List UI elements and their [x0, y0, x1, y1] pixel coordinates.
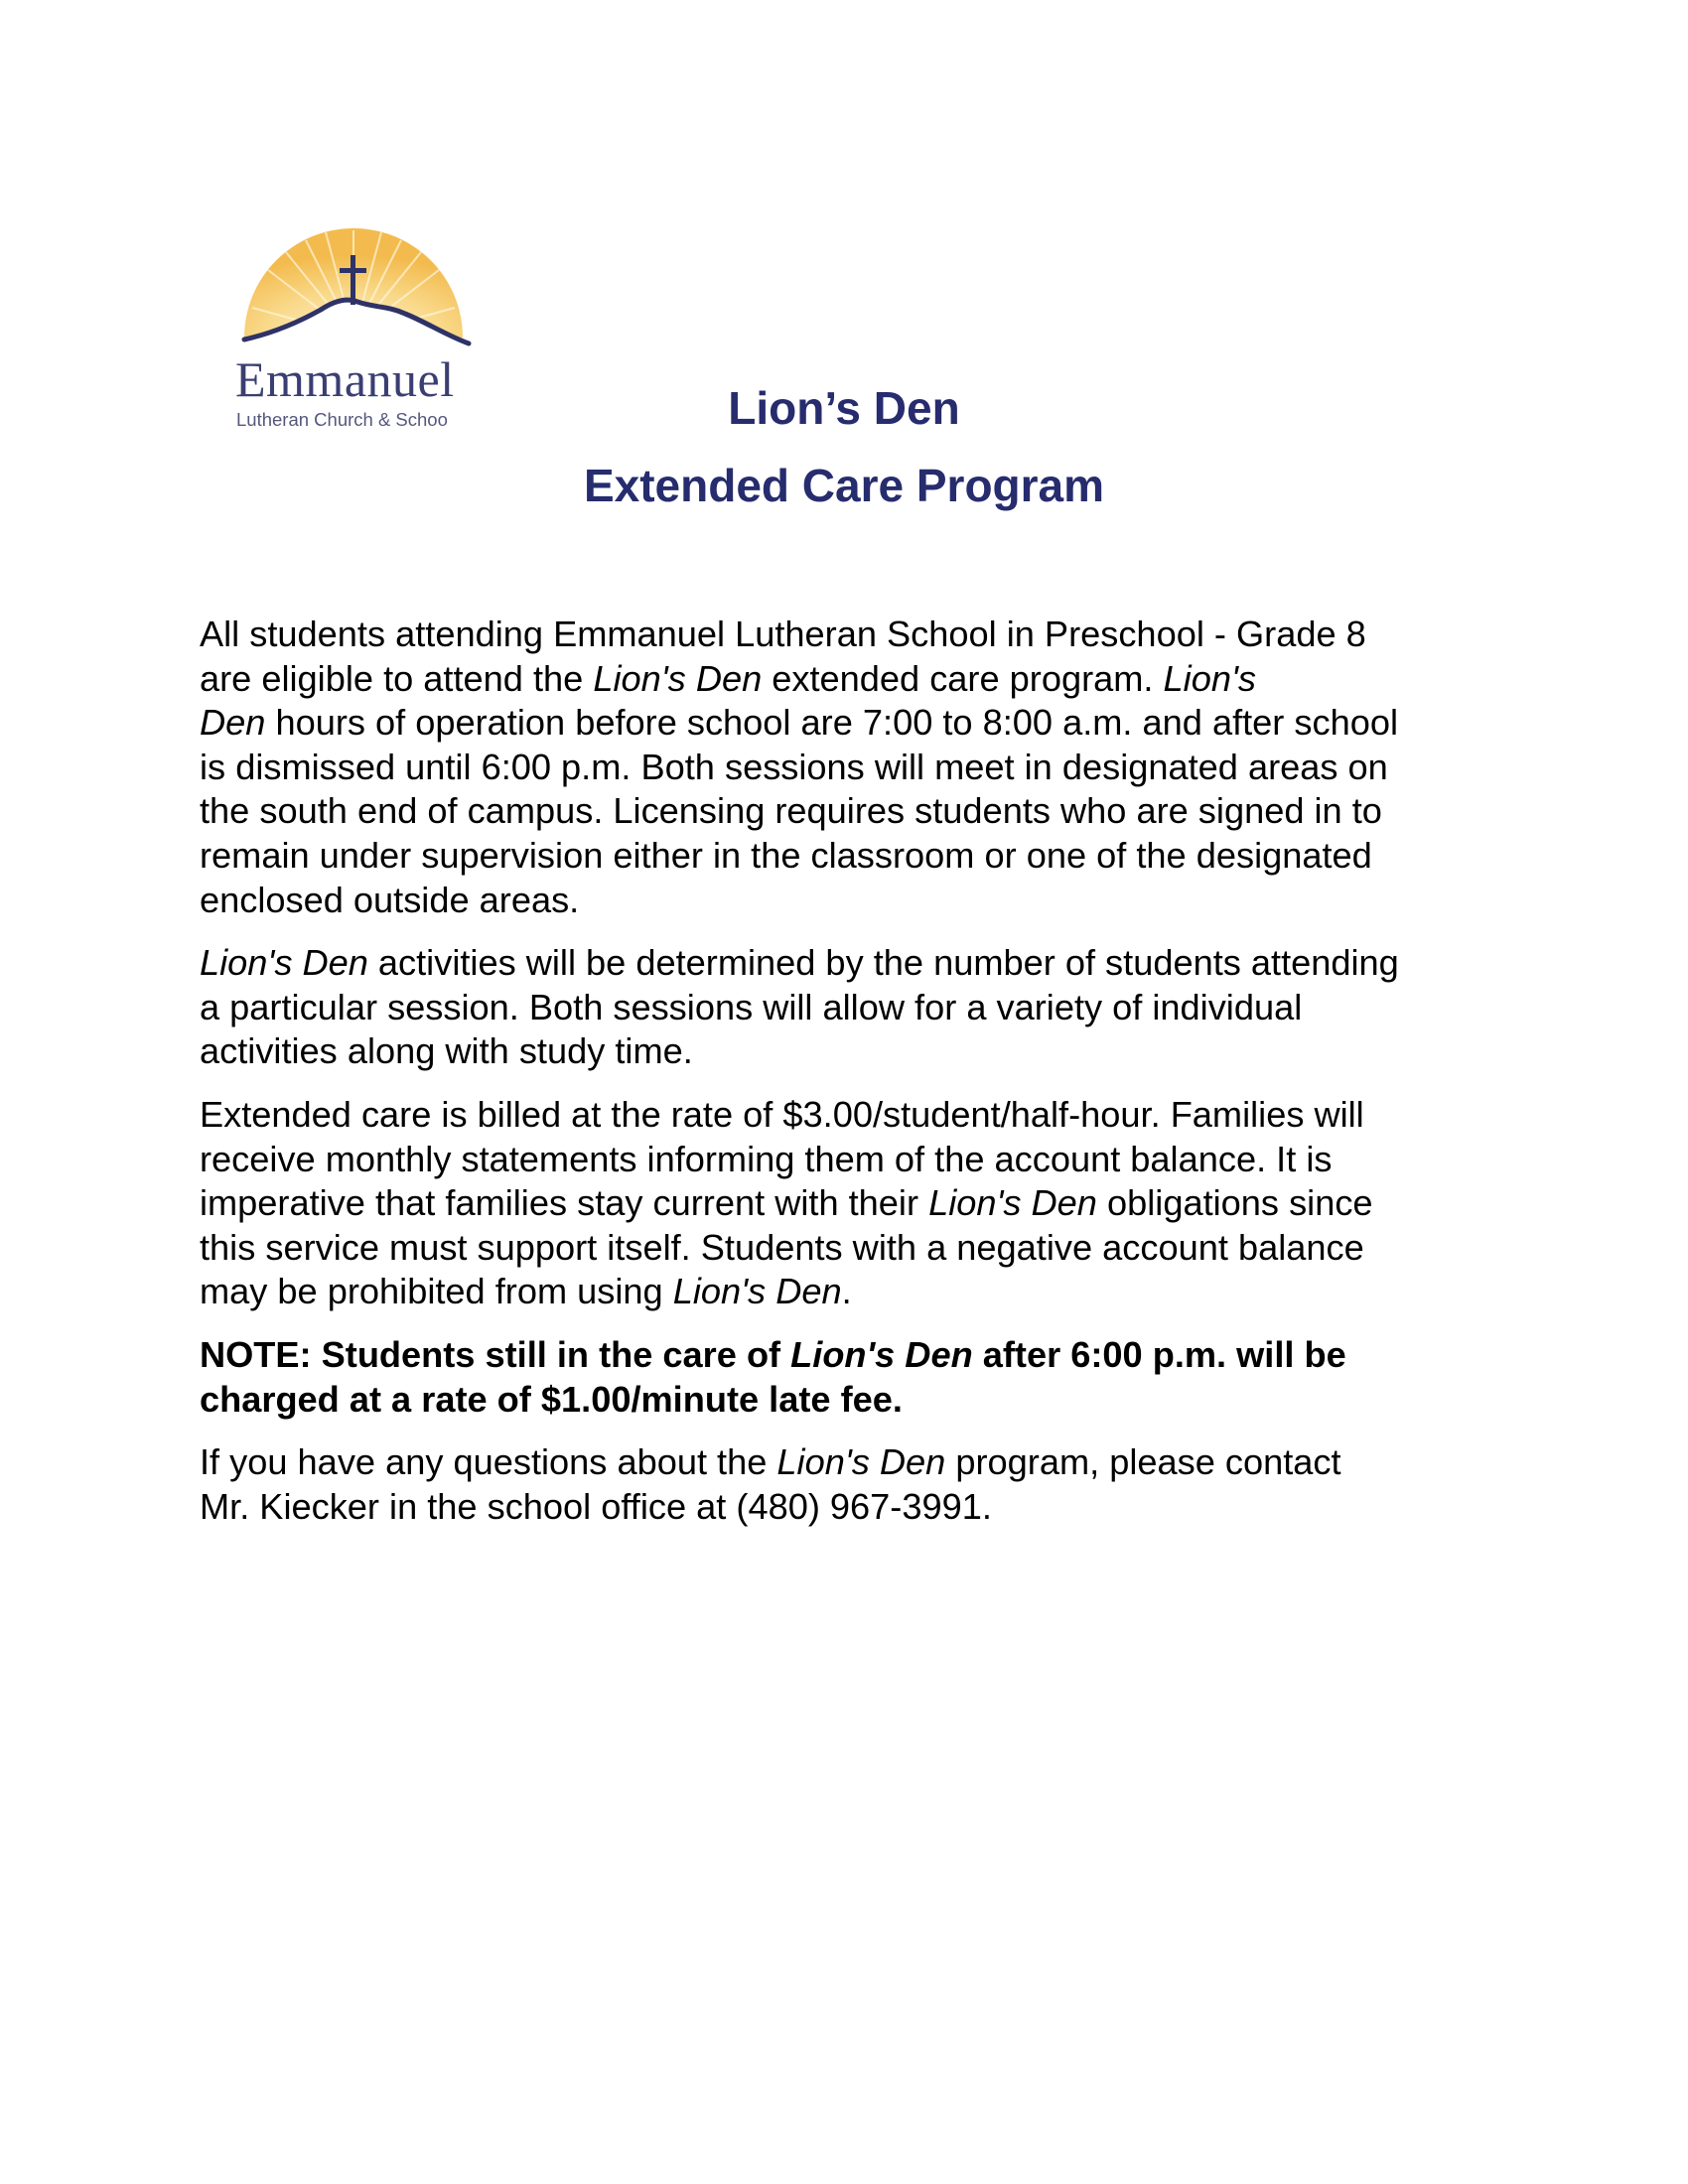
text-line: Extended care is billed at the rate of $3.00/student/half-hour. Families will: [200, 1093, 1364, 1135]
title-line-1: Lion’s Den: [728, 382, 960, 434]
page-title: [0, 380, 1688, 436]
text-line: [200, 657, 1510, 702]
text-run: imperative that families stay current with their: [200, 1182, 929, 1224]
text-line: All students attending Emmanuel Lutheran School in Preschool - Grade 8: [200, 614, 1366, 654]
text-line: is dismissed until 6:00 p.m. Both sessions will meet in designated areas on: [200, 746, 1388, 787]
text-line: a particular session. Both sessions will allow for a variety of individual: [200, 986, 1303, 1027]
text-run: If you have any questions about the: [200, 1441, 777, 1483]
program-name: Lion's Den: [593, 657, 763, 699]
text-line: receive monthly statements informing them of the account balance. It is: [200, 1138, 1333, 1179]
document-body: [200, 613, 1510, 1548]
title-line-2: Extended Care Program: [583, 460, 1105, 511]
text-run: activities will be determined by the number of students attending: [367, 942, 1399, 984]
logo-subtitle: Lutheran Church & Schoo: [236, 409, 448, 430]
text-line: [200, 1270, 1510, 1314]
paragraph-eligibility: [200, 613, 1510, 922]
text-run: obligations since: [1096, 1182, 1373, 1224]
text-line: Mr. Kiecker in the school office at (480) 967-3991.: [200, 1485, 992, 1527]
text-line: the south end of campus. Licensing requires students who are signed in to: [200, 790, 1382, 832]
text-line: [200, 1181, 1510, 1226]
text-run: after 6:00 p.m. will be: [972, 1333, 1346, 1375]
paragraph-activities: [200, 941, 1510, 1074]
text-line: [200, 701, 1510, 746]
program-name: Lion's: [1163, 657, 1256, 699]
paragraph-contact: [200, 1440, 1510, 1529]
program-name: Lion's Den: [790, 1333, 973, 1375]
text-line: charged at a rate of $1.00/minute late fee.: [200, 1378, 903, 1420]
text-run: hours of operation before school are 7:00 to 8:00 a.m. and after school: [265, 702, 1399, 744]
text-line: this service must support itself. Students with a negative account balance: [200, 1226, 1364, 1268]
text-line: [200, 1333, 1510, 1378]
program-name: Den: [200, 702, 266, 744]
page-subtitle: [0, 458, 1688, 513]
program-name: Lion's Den: [672, 1271, 842, 1312]
logo-wordmark: Emmanuel: [235, 351, 455, 407]
paragraph-billing: [200, 1093, 1510, 1314]
sunrise-cross-icon: [226, 189, 485, 357]
text-line: remain under supervision either in the classroom or one of the designated: [200, 834, 1372, 876]
program-name: Lion's Den: [200, 942, 368, 984]
program-name: Lion's Den: [928, 1182, 1097, 1224]
program-name: Lion's Den: [776, 1441, 946, 1483]
text-run: are eligible to attend the: [200, 657, 594, 699]
late-fee-note: [200, 1333, 1510, 1422]
text-run: program, please contact: [945, 1441, 1341, 1483]
text-line: enclosed outside areas.: [200, 879, 580, 920]
text-run: NOTE: Students still in the care of: [200, 1333, 791, 1375]
text-line: [200, 1440, 1510, 1485]
text-run: may be prohibited from using: [200, 1271, 673, 1312]
text-run: .: [841, 1271, 852, 1312]
text-line: [200, 941, 1510, 986]
text-run: extended care program.: [762, 657, 1164, 699]
text-line: activities along with study time.: [200, 1030, 693, 1072]
